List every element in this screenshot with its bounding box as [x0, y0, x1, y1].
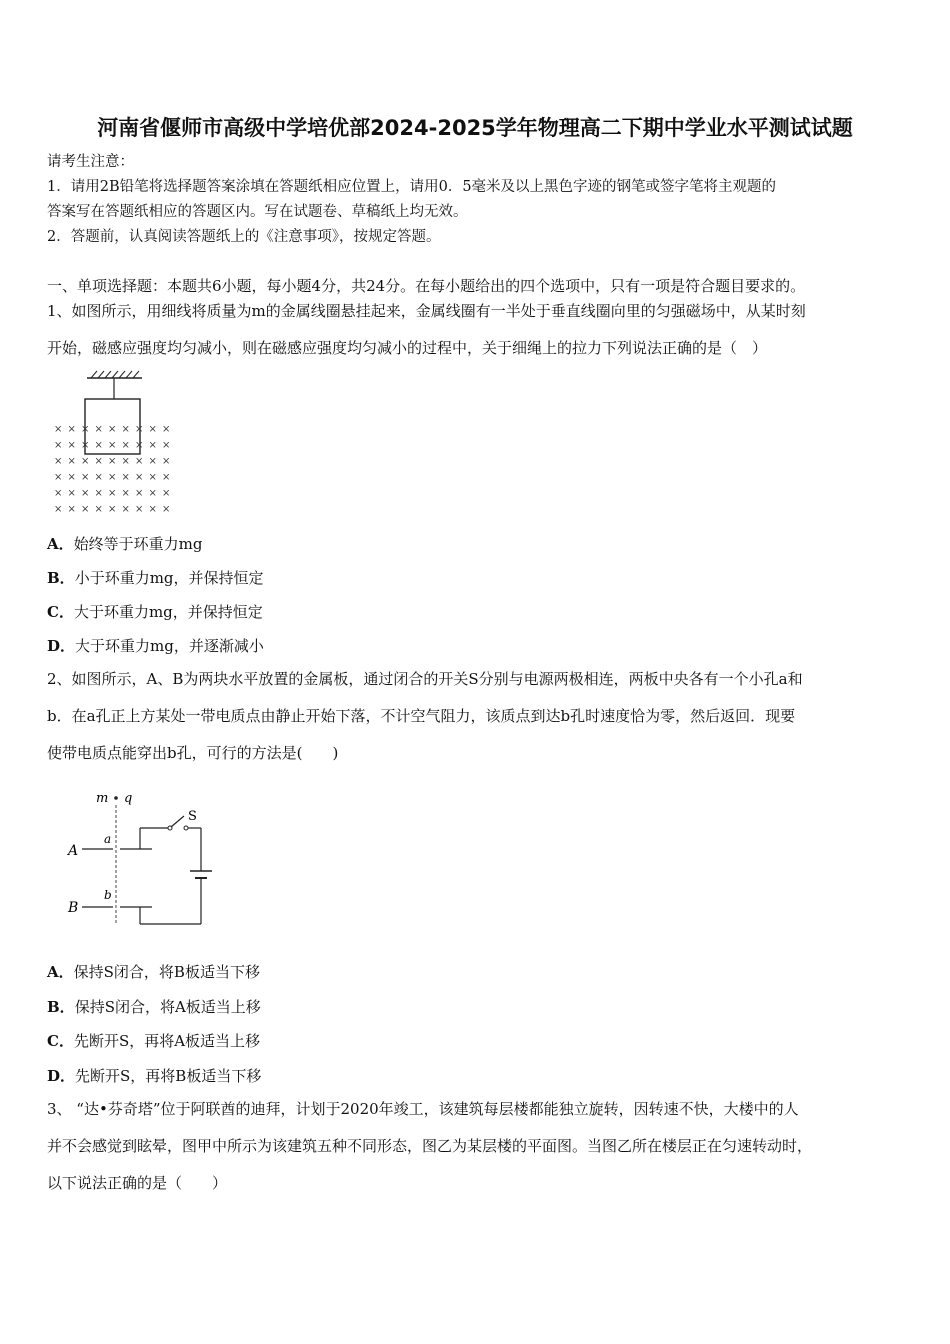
- notice-heading: 请考生注意：: [47, 154, 134, 170]
- option-label: D．: [47, 637, 76, 655]
- label-A: A: [68, 843, 79, 859]
- field-cross-mark: ×: [67, 456, 76, 467]
- field-cross-mark: ×: [121, 440, 130, 451]
- field-cross-mark: ×: [81, 472, 90, 483]
- field-cross-mark: ×: [67, 504, 76, 513]
- option-label: B．: [47, 569, 75, 587]
- field-cross-mark: ×: [108, 424, 117, 435]
- field-cross-mark: ×: [162, 504, 171, 513]
- field-cross-mark: ×: [135, 488, 144, 499]
- field-cross-mark: ×: [94, 456, 103, 467]
- question-2-line-1: 2、如图所示，A、B为两块水平放置的金属板，通过闭合的开关S分别与电源两极相连，两板中央各有一个小孔a和: [47, 670, 803, 688]
- field-cross-mark: ×: [108, 504, 117, 513]
- option-label: C．: [47, 1032, 74, 1050]
- section-heading: 一、单项选择题：本题共6小题，每小题4分，共24分。在每小题给出的四个选项中，只有一项是符合题目要求的。: [47, 277, 806, 295]
- field-cross-mark: ×: [108, 440, 117, 451]
- field-cross-mark: ×: [121, 504, 130, 513]
- question-3-line-1: 3、 “达•芬奇塔”位于阿联酋的迪拜，计划于2020年竣工，该建筑每层楼都能独立旋转，因转速不快，大楼中的人: [47, 1100, 799, 1118]
- question-2-line-3: 使带电质点能穿出b孔，可行的方法是( ): [47, 744, 339, 762]
- option-text: 保持S闭合，将A板适当上移: [74, 998, 261, 1016]
- figure-parallel-plates-circuit: [60, 785, 230, 930]
- q1-option-b[interactable]: [47, 567, 264, 588]
- field-cross-mark: ×: [108, 456, 117, 467]
- option-text: 大于环重力mg，并保持恒定: [73, 603, 263, 621]
- page-title: 河南省偃师市高级中学培优部2024-2025学年物理高二下期中学业水平测试试题: [97, 116, 853, 140]
- field-cross-mark: ×: [135, 456, 144, 467]
- q2-option-a[interactable]: [47, 961, 260, 982]
- field-cross-mark: ×: [135, 424, 144, 435]
- option-label: B．: [47, 998, 75, 1016]
- field-cross-mark: ×: [148, 488, 157, 499]
- question-2-line-2: b．在a孔正上方某处一带电质点由静止开始下落，不计空气阻力，该质点到达b孔时速度恰为零，然后返回．现要: [47, 707, 796, 725]
- field-cross-mark: ×: [54, 440, 63, 451]
- field-cross-mark: ×: [121, 456, 130, 467]
- notice-line-2: 2．答题前，认真阅读答题纸上的《注意事项》，按规定答题。: [47, 229, 441, 245]
- field-cross-mark: ×: [81, 456, 90, 467]
- option-label: A．: [47, 535, 74, 553]
- field-cross-mark: ×: [94, 472, 103, 483]
- field-cross-mark: ×: [121, 424, 130, 435]
- field-cross-mark: ×: [94, 488, 103, 499]
- label-b: b: [104, 888, 112, 902]
- label-S: S: [188, 809, 197, 824]
- field-cross-mark: ×: [162, 424, 171, 435]
- question-1-line-2: 开始，磁感应强度均匀减小，则在磁感应强度均匀减小的过程中，关于细绳上的拉力下列说法正确的是（ ）: [47, 339, 768, 357]
- field-cross-mark: ×: [94, 504, 103, 513]
- field-cross-mark: ×: [108, 472, 117, 483]
- field-cross-mark: ×: [108, 488, 117, 499]
- field-cross-mark: ×: [121, 488, 130, 499]
- field-cross-mark: ×: [135, 504, 144, 513]
- field-cross-mark: ×: [81, 440, 90, 451]
- option-text: 先断开S，再将B板适当下移: [75, 1067, 262, 1085]
- q1-option-c[interactable]: [47, 601, 263, 622]
- field-cross-mark: ×: [148, 456, 157, 467]
- question-3-line-2: 并不会感觉到眩晕，图甲中所示为该建筑五种不同形态，图乙为某层楼的平面图。当图乙所在楼层正在匀速转动时，: [47, 1137, 813, 1155]
- label-q: q: [124, 791, 133, 806]
- field-cross-mark: ×: [81, 504, 90, 513]
- field-cross-mark: ×: [54, 504, 63, 513]
- field-cross-mark: ×: [135, 440, 144, 451]
- option-label: A．: [47, 963, 74, 981]
- q2-option-d[interactable]: [47, 1065, 261, 1086]
- option-text: 始终等于环重力mg: [73, 535, 203, 553]
- q2-option-c[interactable]: [47, 1030, 260, 1051]
- option-text: 保持S闭合，将B板适当下移: [73, 963, 260, 981]
- field-cross-mark: ×: [162, 440, 171, 451]
- field-cross-mark: ×: [148, 440, 157, 451]
- field-cross-mark: ×: [67, 424, 76, 435]
- option-label: D．: [47, 1067, 76, 1085]
- option-text: 大于环重力mg，并逐渐减小: [75, 637, 264, 655]
- field-cross-mark: ×: [81, 488, 90, 499]
- q2-option-b[interactable]: [47, 996, 261, 1017]
- option-text: 小于环重力mg，并保持恒定: [74, 569, 264, 587]
- q1-option-d[interactable]: [47, 635, 264, 656]
- field-cross-mark: ×: [135, 472, 144, 483]
- label-m: m: [96, 791, 109, 806]
- option-text: 先断开S，再将A板适当上移: [73, 1032, 261, 1050]
- notice-line-1b: 答案写在答题纸相应的答题区内。写在试题卷、草稿纸上均无效。: [47, 204, 468, 220]
- question-3-line-3: 以下说法正确的是（ ）: [47, 1174, 228, 1192]
- option-label: C．: [47, 603, 74, 621]
- field-cross-mark: ×: [81, 424, 90, 435]
- field-cross-mark: ×: [54, 488, 63, 499]
- label-B: B: [68, 900, 79, 916]
- field-cross-mark: ×: [54, 456, 63, 467]
- field-cross-mark: ×: [94, 440, 103, 451]
- field-cross-mark: ×: [148, 504, 157, 513]
- field-cross-mark: ×: [54, 472, 63, 483]
- field-cross-mark: ×: [54, 424, 63, 435]
- figure-coil-magnetic-field: [47, 368, 182, 513]
- field-cross-mark: ×: [94, 424, 103, 435]
- q1-option-a[interactable]: [47, 533, 202, 554]
- field-cross-mark: ×: [162, 472, 171, 483]
- field-cross-mark: ×: [148, 472, 157, 483]
- field-cross-mark: ×: [67, 488, 76, 499]
- field-cross-mark: ×: [162, 488, 171, 499]
- notice-line-1a: 1．请用2B铅笔将选择题答案涂填在答题纸相应位置上，请用0．5毫米及以上黑色字迹的钢笔或签字笔将主观题的: [47, 179, 777, 195]
- label-a: a: [104, 832, 112, 846]
- field-cross-mark: ×: [67, 440, 76, 451]
- field-cross-mark: ×: [162, 456, 171, 467]
- field-cross-mark: ×: [121, 472, 130, 483]
- field-cross-mark: ×: [148, 424, 157, 435]
- question-1-line-1: 1、如图所示，用细线将质量为m的金属线圈悬挂起来，金属线圈有一半处于垂直线圈向里的匀强磁场中，从某时刻: [47, 302, 806, 320]
- field-cross-mark: ×: [67, 472, 76, 483]
